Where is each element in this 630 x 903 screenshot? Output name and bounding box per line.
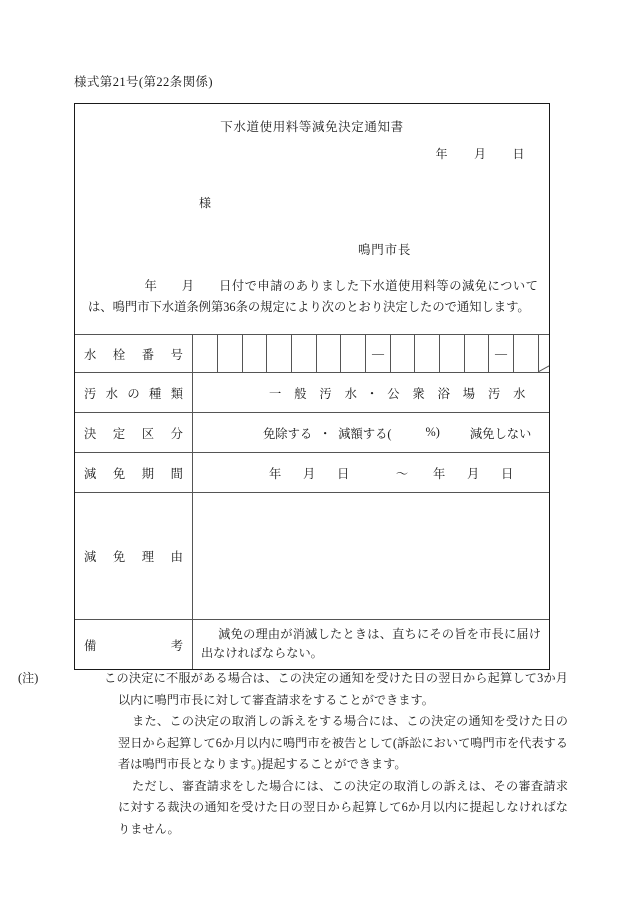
- row-label-char: 由: [170, 550, 183, 564]
- tap-number-cell[interactable]: [514, 335, 539, 372]
- row-label-char: 定: [112, 426, 126, 441]
- period-range-tilde: ～: [395, 466, 409, 481]
- row-label-decision: [75, 413, 193, 452]
- row-label-char: の: [127, 386, 140, 401]
- period-end-year[interactable]: 年: [433, 466, 446, 481]
- form-number: 様式第21号(第22条関係): [74, 75, 213, 89]
- row-label-char: 番: [141, 347, 155, 362]
- row-label-char: 備: [84, 638, 97, 653]
- row-label-char: 類: [170, 386, 183, 401]
- table-row-period: [75, 452, 549, 492]
- tap-number-cell[interactable]: [267, 335, 292, 372]
- period-end-day[interactable]: 日: [501, 466, 514, 481]
- row-label-char: 分: [170, 426, 183, 441]
- tap-number-cell[interactable]: [292, 335, 317, 372]
- period-range: [193, 453, 549, 492]
- sewage-type-option-general[interactable]: 一 般 汚 水: [269, 386, 358, 401]
- row-label-char: 水: [105, 386, 118, 401]
- decision-option-none[interactable]: 減免しない: [469, 426, 532, 441]
- tap-number-cell[interactable]: [243, 335, 267, 372]
- row-label-char: 決: [84, 426, 97, 441]
- row-label-tap-number: [75, 335, 193, 372]
- row-label-char: 号: [170, 347, 183, 362]
- period-end-month[interactable]: 月: [467, 466, 480, 481]
- option-separator: ・: [319, 426, 332, 441]
- row-label-char: 期: [141, 466, 155, 481]
- issue-date-line: [435, 145, 525, 162]
- remarks-value: 減免の理由が消滅したときは、直ちにその旨を市長に届け出なければならない。: [201, 627, 541, 660]
- issue-date-month: 月: [473, 147, 487, 161]
- notification-form-box: [74, 103, 550, 670]
- sewage-type-option-bathhouse[interactable]: 公 衆 浴 場 汚 水: [387, 386, 526, 401]
- issuer-name: 鳴門市長: [358, 243, 412, 257]
- row-label-char: 汚: [84, 386, 97, 401]
- row-label-period: [75, 453, 193, 492]
- row-label-char: 考: [170, 638, 183, 653]
- reason-input-area[interactable]: [193, 493, 549, 619]
- period-start-month[interactable]: 月: [303, 466, 316, 481]
- application-date-month: 月: [181, 279, 195, 293]
- issue-date-year: 年: [435, 147, 448, 161]
- page-title: 下水道使用料等減免決定通知書: [220, 120, 404, 134]
- sewage-type-options: [193, 373, 549, 412]
- footnote-paragraph-2: また、この決定の取消しの訴えをする場合には、この決定の通知を受けた日の翌日から起算して6か月以内に鳴門市を被告として(訴訟において鳴門市を代表する者は鳴門市長となります。)提起することができます。: [118, 714, 568, 771]
- row-label-char: 間: [170, 466, 183, 481]
- row-label-sewage-type: [75, 373, 193, 412]
- tap-number-cell[interactable]: [440, 335, 465, 372]
- tap-number-separator-dash: —: [489, 335, 514, 372]
- decision-option-reduce[interactable]: 減額する(: [338, 426, 392, 441]
- tap-number-cell[interactable]: [465, 335, 489, 372]
- body-paragraph-text: 日付で申請のありました下水道使用料等の減免については、鳴門市下水道条例第36条の規定により次のとおり決定したので通知します。: [88, 279, 538, 314]
- footnotes: [18, 668, 568, 840]
- tap-number-cell[interactable]: [193, 335, 218, 372]
- application-date-year: 年: [144, 279, 158, 293]
- row-label-remarks: [75, 620, 193, 669]
- row-label-char: 免: [112, 466, 126, 481]
- tap-number-cell[interactable]: [391, 335, 415, 372]
- tap-number-cell[interactable]: [317, 335, 341, 372]
- decision-options: [193, 413, 549, 452]
- row-label-char: 理: [141, 550, 155, 564]
- row-label-char: 栓: [112, 347, 126, 362]
- row-label-reason: [75, 493, 193, 619]
- period-start-day[interactable]: 日: [337, 466, 350, 481]
- footnote-text-1: この決定に不服がある場合は、この決定の通知を受けた日の翌日から起算して3か月以内に鳴門市長に対して審査請求をすることができます。: [104, 671, 568, 707]
- table-row-remarks: [75, 619, 549, 669]
- tap-number-cell[interactable]: [218, 335, 243, 372]
- addressee-honorific: 様: [199, 196, 212, 210]
- tap-number-crossed-cell: [539, 335, 549, 372]
- table-row-decision: [75, 412, 549, 452]
- tap-number-separator-dash: —: [366, 335, 391, 372]
- footnote-paragraph-3: ただし、審査請求をした場合には、この決定の取消しの訴えは、その審査請求に対する裁決の通知を受けた日の翌日から起算して6か月以内に提起しなければなりません。: [118, 778, 568, 836]
- row-label-char: 区: [141, 426, 155, 441]
- issue-date-day: 日: [512, 147, 525, 161]
- body-paragraph: [88, 276, 538, 318]
- row-label-char: 減: [84, 550, 97, 564]
- row-label-char: 水: [84, 347, 97, 362]
- table-row-reason: [75, 492, 549, 619]
- row-label-char: 種: [149, 386, 162, 401]
- row-label-char: 免: [112, 550, 126, 564]
- tap-number-grid: [193, 335, 549, 372]
- table-row-tap-number: [75, 334, 549, 372]
- remarks-text: [193, 620, 549, 669]
- option-separator: ・: [365, 386, 379, 401]
- decision-option-exempt[interactable]: 免除する: [263, 426, 313, 441]
- decision-percent-unit: %): [425, 425, 440, 439]
- period-start-year[interactable]: 年: [269, 466, 282, 481]
- footnote-paragraph-1: [18, 668, 568, 711]
- row-label-char: 減: [84, 466, 97, 481]
- tap-number-cell[interactable]: [341, 335, 366, 372]
- tap-number-cell[interactable]: [415, 335, 440, 372]
- table-row-sewage-type: [75, 372, 549, 412]
- footnote-marker: (注): [18, 671, 39, 685]
- form-header-area: [75, 104, 549, 334]
